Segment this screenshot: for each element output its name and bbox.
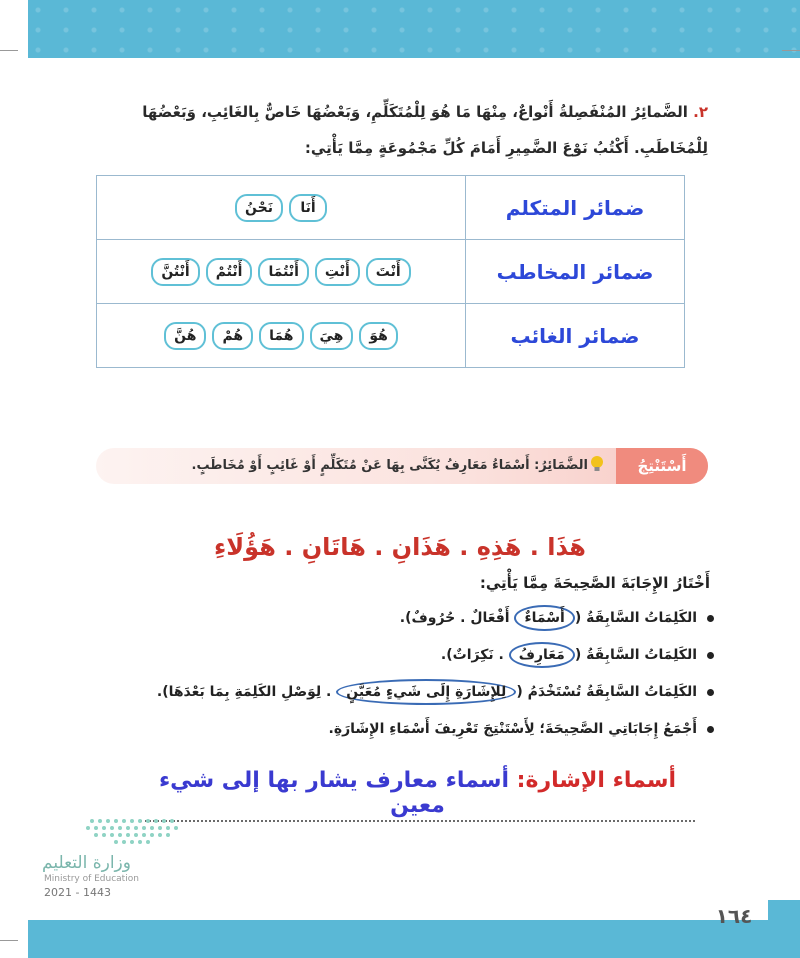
exercise-line-1: [88, 102, 708, 122]
conclusion-text: الضَّمَائِرُ: أَسْمَاءُ مَعَارِفُ يُكَنَّى بِهَا عَنْ مُتَكَلِّمٍ أَوْ غَائِبٍ أَوْ مُخَاطَبٍ.: [191, 458, 588, 473]
table-row: [97, 240, 685, 304]
exercise-line-2: [88, 138, 708, 158]
answer-list: [94, 600, 714, 748]
logo-year: 2021 - 1443: [44, 886, 111, 899]
table-row: [97, 304, 685, 368]
pronoun-chip: نَحْنُ: [235, 194, 283, 222]
conclusion-box: [96, 448, 708, 484]
table-row: [97, 176, 685, 240]
circled-answer: أَسْمَاءٌ: [514, 605, 574, 631]
exercise-number: ٢.: [693, 103, 708, 121]
final-answer-text: أسماء معارف يشار بها إلى شيء معين: [158, 768, 517, 818]
ministry-logo-icon: [42, 815, 182, 855]
circled-answer: لِلإِشَارَةِ إِلَى شَيءٍ مُعَيَّنٍ: [336, 679, 516, 705]
pronoun-chips-cell: [97, 176, 466, 240]
lightbulb-icon: [590, 455, 604, 473]
pronoun-chip: أَنْتَ: [366, 258, 411, 286]
demonstratives-title: هَذَا . هَذِهِ . هَذَانِ . هَاتَانِ . هَؤُلَاءِ: [214, 533, 586, 561]
bullet-icon: [707, 689, 714, 696]
pronoun-chip: أَنْتِ: [315, 258, 360, 286]
top-header-band: [28, 0, 800, 58]
list-item: [94, 637, 714, 674]
circled-answer: مَعَارِفُ: [509, 642, 575, 668]
bullet-icon: [707, 615, 714, 622]
answer-text: . نَكِرَاتٌ).: [440, 647, 509, 663]
conclusion-tab: أَسْتَنْتِجُ: [616, 448, 708, 484]
bottom-footer-band: [28, 920, 768, 958]
bullet-icon: [707, 726, 714, 733]
pronoun-chip: أَنْتُمَا: [258, 258, 308, 286]
pronoun-chip: هُمْ: [212, 322, 253, 350]
footer-band-end: [768, 900, 800, 958]
list-item: [94, 600, 714, 637]
category-cell: ضمائر الغائب: [466, 304, 685, 368]
pronoun-chip: هُنَّ: [164, 322, 206, 350]
pronoun-chip: هُوَ: [359, 322, 397, 350]
pronoun-chips-cell: [97, 304, 466, 368]
answer-text: . لِوَصْلِ الكَلِمَةِ بِمَا بَعْدَهَا).: [156, 684, 337, 700]
category-cell: ضمائر المتكلم: [466, 176, 685, 240]
answer-text: الكَلِمَاتُ السَّابِقَةُ تُسْتَخْدَمُ (: [516, 684, 697, 700]
answer-text: الكَلِمَاتُ السَّابِقَةُ (: [574, 647, 697, 663]
choose-prompt: أَخْتَارُ الإِجَابَةَ الصَّحِيحَةَ مِمَّا يَأْتِي:: [479, 574, 710, 592]
answer-text: الكَلِمَاتُ السَّابِقَةُ (: [574, 610, 697, 626]
crop-mark: [782, 50, 800, 51]
crop-mark: [0, 50, 18, 51]
exercise-text-1: الضَّمائِرُ المُنْفَصِلةُ أَنْواعٌ، مِنْهَا مَا هُوَ لِلْمُتَكَلِّمِ، وَبَعْضُهَا خَاصٌّ بِالغَائِبِ، وَبَعْضُهَا: [142, 103, 688, 121]
bullet-icon: [707, 652, 714, 659]
answer-text: أَجْمَعُ إِجَابَاتِي الصَّحِيحَةَ؛ لِأَسْتَنْتِجَ تَعْرِيفَ أَسْمَاءِ الإِشَارَةِ.: [328, 721, 697, 737]
pronoun-chip: هُمَا: [259, 322, 303, 350]
final-answer-label: أسماء الإشارة:: [516, 768, 677, 793]
final-answer: [140, 768, 695, 822]
pronoun-chips-cell: [97, 240, 466, 304]
pronoun-chip: هِيَ: [310, 322, 354, 350]
category-cell: ضمائر المخاطب: [466, 240, 685, 304]
pronoun-table: [96, 175, 685, 368]
pronoun-chip: أَنْتُمْ: [206, 258, 253, 286]
page-number: ١٦٤: [715, 904, 753, 928]
crop-mark: [0, 940, 18, 941]
exercise-text-2: لِلْمُخَاطَبِ. أَكْتُبُ نَوْعَ الضَّمِيرِ أَمَامَ كُلِّ مَجْمُوعَةٍ مِمَّا يَأْتِي:: [304, 139, 708, 157]
pronoun-chip: أَنَا: [289, 194, 327, 222]
pronoun-chip: أَنْتُنَّ: [151, 258, 199, 286]
answer-text: أَفْعَالٌ . حُرُوفٌ).: [399, 610, 515, 626]
list-item: [94, 711, 714, 748]
logo-arabic-text: وزارة التعليم: [42, 853, 131, 873]
list-item: [94, 674, 714, 711]
logo-english-text: Ministry of Education: [44, 874, 139, 884]
